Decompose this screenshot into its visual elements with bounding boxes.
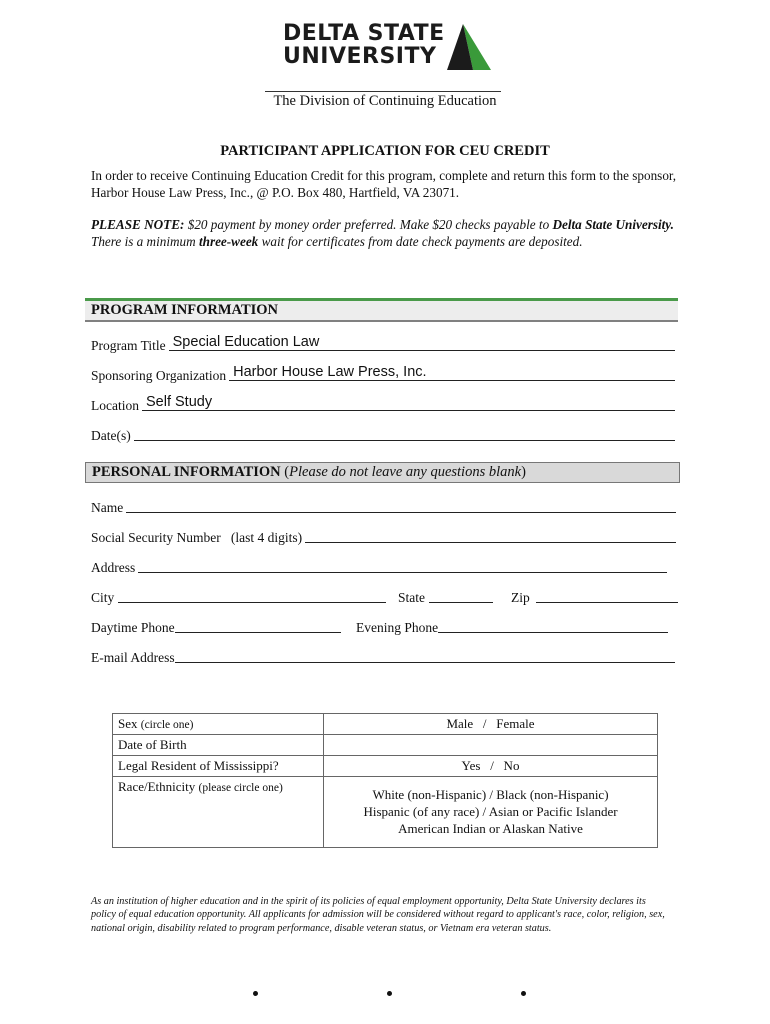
name-input[interactable] xyxy=(126,498,676,513)
name-label: Name xyxy=(91,500,124,515)
table-row xyxy=(113,777,658,848)
location-label: Location xyxy=(91,398,139,413)
address-field xyxy=(91,558,667,576)
personal-paren-close: ) xyxy=(521,464,526,480)
program-title-value: Special Education Law xyxy=(172,334,320,350)
race-option-line-2: Hispanic (of any race) / Asian or Pacific Islander xyxy=(363,804,618,819)
race-options[interactable] xyxy=(324,777,658,848)
header-rule xyxy=(265,91,501,92)
note-lead: PLEASE NOTE: xyxy=(91,217,185,232)
equal-opportunity-disclaimer: As an institution of higher education and in the spirit of its policies of equal employment opportunity, Delta State University declares its policy of equal education opportunity. All applicants for admission will be considered without regard to applicant's race, color, religion, sex, national origin, disability related to program performance, disable veteran status, or Vietnam era veteran status. xyxy=(91,896,665,934)
dates-input[interactable] xyxy=(134,426,675,441)
program-section-title: PROGRAM INFORMATION xyxy=(91,302,279,318)
address-input[interactable] xyxy=(138,558,667,573)
form-title: PARTICIPANT APPLICATION FOR CEU CREDIT xyxy=(220,143,550,159)
program-title-field xyxy=(91,336,675,354)
note-text-3: wait for certificates from date check payments are deposited. xyxy=(258,233,583,249)
email-label: E-mail Address xyxy=(91,650,175,665)
race-hint: (please circle one) xyxy=(198,782,283,794)
intro-paragraph: In order to receive Continuing Education Credit for this program, complete and return this form to the sponsor, Harbor House Law Press, Inc., @ P.O. Box 480, Hartfield, VA 23071. xyxy=(91,168,677,200)
sponsoring-org-input[interactable] xyxy=(229,366,675,381)
sponsoring-org-value: Harbor House Law Press, Inc. xyxy=(233,364,427,380)
resident-label: Legal Resident of Mississippi? xyxy=(113,756,324,777)
program-title-label: Program Title xyxy=(91,338,166,353)
dates-field xyxy=(91,426,675,444)
program-title-input[interactable] xyxy=(169,336,675,351)
dates-label: Date(s) xyxy=(91,428,131,443)
dob-input[interactable] xyxy=(324,735,658,756)
note-text-1: $20 payment by money order preferred. Make $20 checks payable to xyxy=(184,217,553,232)
personal-heading: PERSONAL INFORMATION xyxy=(92,464,281,480)
zip-label: Zip xyxy=(511,590,530,605)
table-row xyxy=(113,756,658,777)
city-input[interactable] xyxy=(118,588,386,603)
race-option-line-3: American Indian or Alaskan Native xyxy=(398,821,583,836)
note-wait: three-week xyxy=(198,233,259,249)
race-label: Race/Ethnicity xyxy=(118,779,196,794)
footer-dot xyxy=(387,991,392,996)
payment-note xyxy=(91,217,681,250)
personal-section-header xyxy=(85,462,680,483)
footer-dot xyxy=(253,991,258,996)
zip-field xyxy=(511,588,678,606)
personal-section-title xyxy=(92,464,526,481)
state-field xyxy=(398,588,493,606)
logo-line-1: DELTA STATE xyxy=(283,21,445,46)
evening-phone-field xyxy=(356,618,668,636)
note-payee: Delta State University. xyxy=(552,217,674,232)
sex-label: Sex xyxy=(118,716,138,731)
race-cell xyxy=(113,777,324,848)
footer-dot xyxy=(521,991,526,996)
personal-paren-open: ( xyxy=(280,464,290,480)
sex-options[interactable]: Male / Female xyxy=(324,714,658,735)
daytime-phone-label: Daytime Phone xyxy=(91,620,175,635)
university-logo xyxy=(283,22,493,74)
zip-input[interactable] xyxy=(536,588,678,603)
daytime-phone-field xyxy=(91,618,341,636)
table-row xyxy=(113,735,658,756)
sponsoring-org-field xyxy=(91,366,675,384)
state-input[interactable] xyxy=(429,588,493,603)
table-row xyxy=(113,714,658,735)
state-label: State xyxy=(398,590,425,605)
city-label: City xyxy=(91,590,115,605)
daytime-phone-input[interactable] xyxy=(175,618,341,633)
sex-hint: (circle one) xyxy=(140,719,194,731)
delta-triangle-icon xyxy=(443,24,493,72)
logo-wordmark xyxy=(283,22,445,68)
race-option-line-1: White (non-Hispanic) / Black (non-Hispanic) xyxy=(372,787,609,802)
division-name: The Division of Continuing Education xyxy=(273,93,497,109)
address-label: Address xyxy=(91,560,136,575)
program-section-header xyxy=(85,298,678,322)
ssn-input[interactable] xyxy=(305,528,676,543)
city-field xyxy=(91,588,386,606)
evening-phone-label: Evening Phone xyxy=(356,620,439,635)
location-field xyxy=(91,396,675,414)
location-input[interactable] xyxy=(142,396,675,411)
email-field xyxy=(91,648,675,666)
demographics-table xyxy=(112,713,658,848)
personal-subheading: Please do not leave any questions blank xyxy=(289,464,522,480)
logo-line-2: UNIVERSITY xyxy=(283,44,437,69)
email-input[interactable] xyxy=(175,648,675,663)
name-field xyxy=(91,498,676,516)
sex-cell xyxy=(113,714,324,735)
ssn-label: Social Security Number (last 4 digits) xyxy=(91,530,303,545)
evening-phone-input[interactable] xyxy=(438,618,668,633)
note-text-2: There is a minimum xyxy=(91,233,199,249)
sponsoring-org-label: Sponsoring Organization xyxy=(91,368,227,383)
resident-options[interactable]: Yes / No xyxy=(324,756,658,777)
dob-label: Date of Birth xyxy=(113,735,324,756)
location-value: Self Study xyxy=(145,394,213,410)
ssn-field xyxy=(91,528,676,546)
